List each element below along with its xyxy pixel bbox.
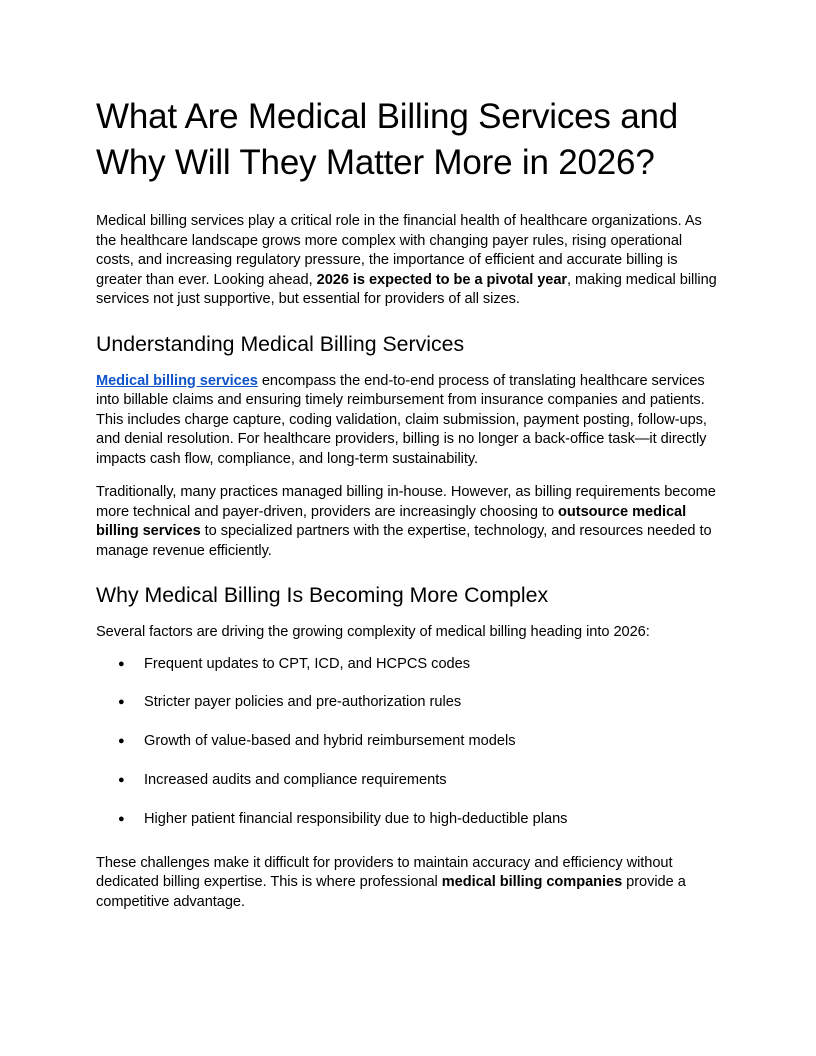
closing-text-end: provide a competitive advantage. xyxy=(96,874,686,910)
list-item-text: Higher patient financial responsibility due to high-deductible plans xyxy=(144,811,568,828)
list-item xyxy=(96,771,720,791)
intro-text: Medical billing services play a critical role in the financial health of healthcare organizations. As the healthcare landscape grows more complex with changing payer rules, rising operational costs, and increasing regulatory pressure, the importance of efficient and accurate billing is greater than ever. Looking ahead, xyxy=(96,213,702,288)
list-item xyxy=(96,810,720,830)
list-item-text: Stricter payer policies and pre-authorization rules xyxy=(144,694,462,711)
section-heading-understanding: Understanding Medical Billing Services xyxy=(96,331,465,356)
factors-list xyxy=(96,655,720,830)
traditionally-paragraph xyxy=(96,483,720,561)
bullet-icon: ● xyxy=(118,774,125,787)
billing-companies-bold-text: medical billing companies xyxy=(441,874,623,891)
section-heading-complexity: Why Medical Billing Is Becoming More Complex xyxy=(96,583,549,607)
closing-paragraph xyxy=(96,854,720,913)
factors-lead-paragraph: Several factors are driving the growing complexity of medical billing heading into 2026: xyxy=(96,624,650,640)
understanding-text: encompass the end-to-end process of translating healthcare services into billable claims and ensuring timely reimbursement from insurance companies and patients. This includes charge capture, coding validation, claim submission, payment posting, follow-ups, and denial resolution. For healthcare providers, billing is no longer a back-office task—it directly impacts cash flow, compliance, and long-term sustainability. xyxy=(96,372,707,467)
list-item-text: Frequent updates to CPT, ICD, and HCPCS codes xyxy=(144,655,471,672)
traditionally-text: Traditionally, many practices managed billing in-house. However, as billing requirements become more technical and payer-driven, providers are increasingly choosing to xyxy=(96,484,716,520)
bullet-icon: ● xyxy=(118,696,125,709)
bullet-icon: ● xyxy=(118,813,125,826)
list-item xyxy=(96,732,720,752)
page-title: What Are Medical Billing Services and Why Will They Matter More in 2026? xyxy=(96,97,679,182)
closing-text: These challenges make it difficult for providers to maintain accuracy and efficiency without dedicated billing expertise. This is where professional xyxy=(96,854,673,891)
intro-paragraph xyxy=(96,212,720,310)
intro-text-end: , making medical billing services not just supportive, but essential for providers of all sizes. xyxy=(96,271,717,307)
list-item-text: Increased audits and compliance requirements xyxy=(144,772,447,789)
bullet-icon: ● xyxy=(118,657,125,670)
document-page xyxy=(96,94,720,926)
bullet-icon: ● xyxy=(118,735,125,748)
list-item xyxy=(96,693,720,713)
understanding-paragraph xyxy=(96,372,720,470)
traditionally-text-end: to specialized partners with the expertise, technology, and resources needed to manage revenue efficiently. xyxy=(96,523,712,559)
list-item xyxy=(96,655,720,675)
list-item-text: Growth of value-based and hybrid reimbursement models xyxy=(144,733,516,750)
intro-bold-text: 2026 is expected to be a pivotal year xyxy=(316,271,568,288)
outsource-bold-text: outsource medical billing services xyxy=(96,503,687,539)
medical-billing-services-link[interactable]: Medical billing services xyxy=(96,372,258,389)
